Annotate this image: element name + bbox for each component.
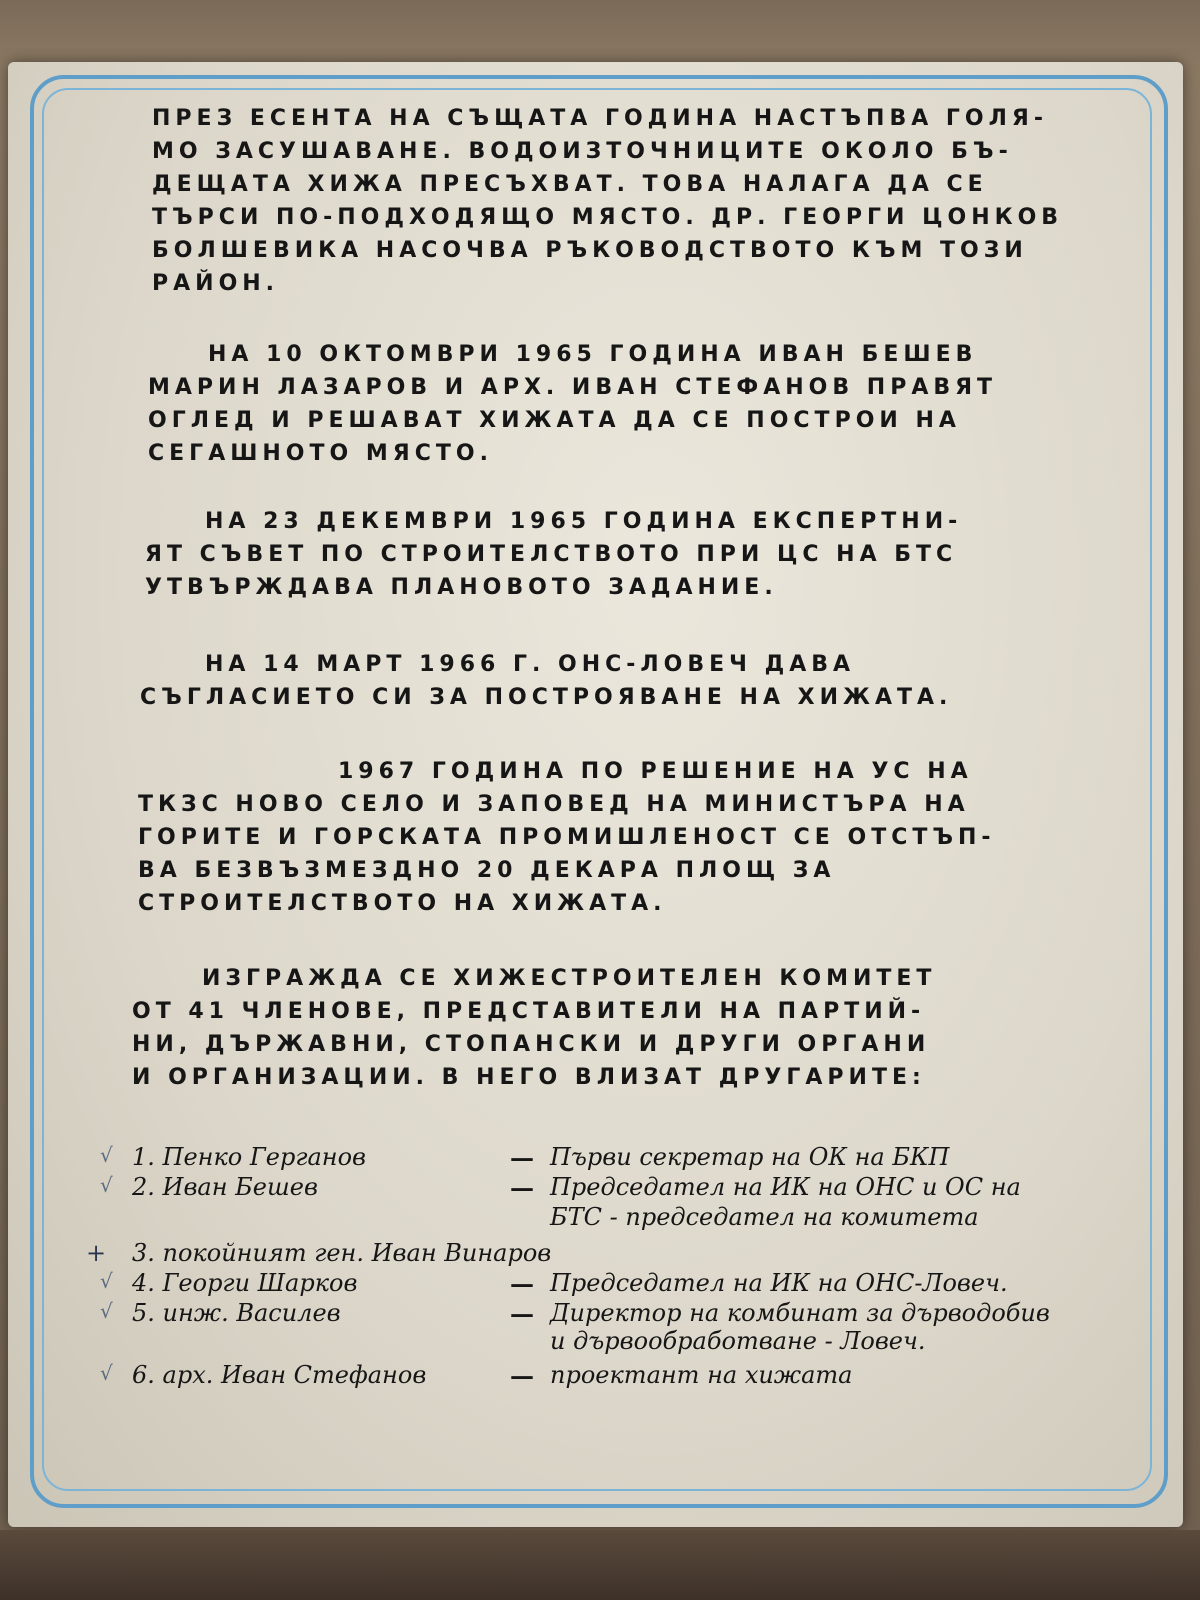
member-name: 1. Пенко Герганов bbox=[132, 1143, 366, 1171]
list-item bbox=[100, 1269, 1130, 1299]
separator-dash: — bbox=[510, 1299, 534, 1328]
check-mark-icon: √ bbox=[100, 1269, 113, 1293]
check-mark-icon: √ bbox=[100, 1299, 113, 1323]
member-role: проектант на хижата bbox=[550, 1361, 853, 1389]
member-role: Председател на ИК на ОНС-Ловеч. bbox=[550, 1269, 1008, 1297]
check-mark-icon: √ bbox=[100, 1173, 113, 1197]
list-item bbox=[100, 1143, 1130, 1173]
separator-dash: — bbox=[510, 1269, 534, 1298]
text-line: СЪГЛАСИЕТО СИ ЗА ПОСТРОЯВАНЕ НА ХИЖАТА. bbox=[140, 685, 953, 710]
check-mark-icon: √ bbox=[100, 1361, 113, 1385]
text-line: МО ЗАСУШАВАНЕ. ВОДОИЗТОЧНИЦИТЕ ОКОЛО БЪ- bbox=[152, 139, 1013, 164]
text-line: ГОРИТЕ И ГОРСКАТА ПРОМИШЛЕНОСТ СЕ ОТСТЪП- bbox=[138, 825, 996, 850]
member-name: 2. Иван Бешев bbox=[132, 1173, 318, 1201]
member-role: Първи секретар на ОК на БКП bbox=[550, 1143, 950, 1171]
text-line: МАРИН ЛАЗАРОВ И АРХ. ИВАН СТЕФАНОВ ПРАВЯТ bbox=[148, 375, 998, 400]
text-line: НИ, ДЪРЖАВНИ, СТОПАНСКИ И ДРУГИ ОРГАНИ bbox=[132, 1032, 931, 1057]
list-item bbox=[100, 1299, 1130, 1329]
text-line: РАЙОН. bbox=[152, 271, 280, 296]
text-line: ДЕЩАТА ХИЖА ПРЕСЪХВАТ. ТОВА НАЛАГА ДА СЕ bbox=[152, 172, 988, 197]
member-name: 4. Георги Шарков bbox=[132, 1269, 358, 1297]
paragraph-ons-consent bbox=[140, 648, 952, 714]
check-mark-icon: √ bbox=[100, 1143, 113, 1167]
paragraph-expert-council bbox=[145, 505, 962, 604]
text-line: БОЛШЕВИКА НАСОЧВА РЪКОВОДСТВОТО КЪМ ТОЗИ bbox=[152, 238, 1028, 263]
member-role-continued: БТС - председател на комитета bbox=[550, 1203, 979, 1231]
text-line: ИЗГРАЖДА СЕ ХИЖЕСТРОИТЕЛЕН КОМИТЕТ bbox=[202, 966, 937, 991]
list-item bbox=[100, 1173, 1130, 1203]
separator-dash: — bbox=[510, 1143, 534, 1172]
background-edge bbox=[0, 1530, 1200, 1600]
text-line: НА 10 ОКТОМВРИ 1965 ГОДИНА ИВАН БЕШЕВ bbox=[208, 342, 978, 367]
paragraph-drought bbox=[152, 102, 1063, 300]
text-line: СЕГАШНОТО МЯСТО. bbox=[148, 441, 493, 466]
list-item bbox=[86, 1239, 1130, 1269]
paragraph-inspection bbox=[148, 338, 997, 470]
member-role: Председател на ИК на ОНС и ОС на bbox=[550, 1173, 1021, 1201]
text-line: НА 14 МАРТ 1966 Г. ОНС-ЛОВЕЧ ДАВА bbox=[205, 652, 856, 677]
text-line: УТВЪРЖДАВА ПЛАНОВОТО ЗАДАНИЕ. bbox=[145, 575, 778, 600]
cross-mark-icon: + bbox=[86, 1239, 107, 1267]
list-item-continuation bbox=[100, 1327, 1130, 1357]
text-line: СТРОИТЕЛСТВОТО НА ХИЖАТА. bbox=[138, 891, 667, 916]
separator-dash: — bbox=[510, 1361, 534, 1390]
text-line: ОГЛЕД И РЕШАВАТ ХИЖАТА ДА СЕ ПОСТРОИ НА bbox=[148, 408, 961, 433]
list-item-continuation bbox=[100, 1203, 1130, 1233]
text-line: ВА БЕЗВЪЗМЕЗДНО 20 ДЕКАРА ПЛОЩ ЗА bbox=[138, 858, 836, 883]
text-line: ТКЗС НОВО СЕЛО И ЗАПОВЕД НА МИНИСТЪРА НА bbox=[138, 792, 970, 817]
paragraph-committee bbox=[132, 962, 936, 1094]
text-line: И ОРГАНИЗАЦИИ. В НЕГО ВЛИЗАТ ДРУГАРИТЕ: bbox=[132, 1065, 926, 1090]
text-line: ЯТ СЪВЕТ ПО СТРОИТЕЛСТВОТО ПРИ ЦС НА БТС bbox=[145, 542, 958, 567]
text-line: ОТ 41 ЧЛЕНОВЕ, ПРЕДСТАВИТЕЛИ НА ПАРТИЙ- bbox=[132, 999, 926, 1024]
member-role: Директор на комбинат за дърводобив bbox=[550, 1299, 1050, 1327]
separator-dash: — bbox=[510, 1173, 534, 1202]
text-line: ТЪРСИ ПО-ПОДХОДЯЩО МЯСТО. ДР. ГЕОРГИ ЦОНКОВ bbox=[152, 205, 1064, 230]
text-line: 1967 ГОДИНА ПО РЕШЕНИЕ НА УС НА bbox=[338, 759, 973, 784]
member-name: 3. покойният ген. Иван Винаров bbox=[132, 1239, 552, 1267]
member-name: 6. арх. Иван Стефанов bbox=[132, 1361, 427, 1389]
member-role-continued: и дървообработване - Ловеч. bbox=[550, 1327, 926, 1355]
paragraph-land-grant bbox=[138, 755, 996, 920]
member-name: 5. инж. Василев bbox=[132, 1299, 341, 1327]
text-line: НА 23 ДЕКЕМВРИ 1965 ГОДИНА ЕКСПЕРТНИ- bbox=[205, 509, 963, 534]
list-item bbox=[100, 1361, 1130, 1391]
text-line: ПРЕЗ ЕСЕНТА НА СЪЩАТА ГОДИНА НАСТЪПВА ГОЛЯ- bbox=[152, 106, 1048, 131]
